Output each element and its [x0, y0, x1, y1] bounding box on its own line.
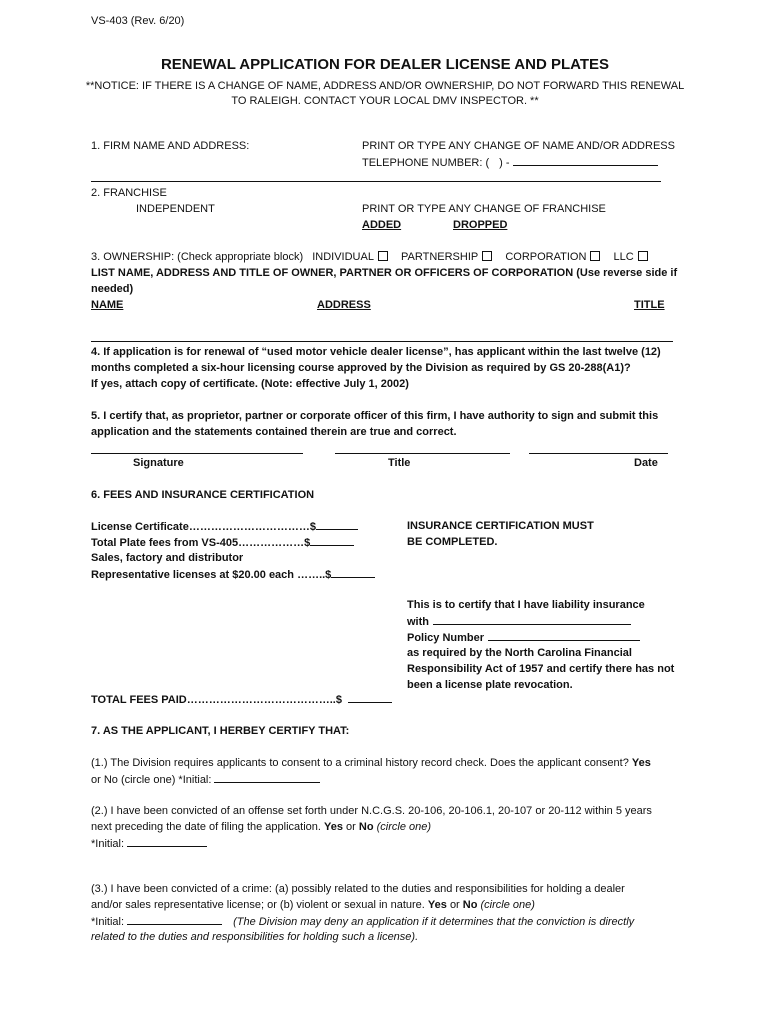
offense-yes[interactable]: Yes [324, 821, 343, 833]
owner-column-title: TITLE [634, 299, 665, 311]
notice-line-2: TO RALEIGH. CONTACT YOUR LOCAL DMV INSPECTOR. ** [231, 95, 539, 107]
plate-fees[interactable]: Total Plate fees from VS-405………………$ [91, 535, 354, 550]
partnership-checkbox[interactable] [482, 251, 492, 261]
insurance-cert-line-1: This is to certify that I have liability insurance [407, 599, 645, 611]
offense-initial[interactable]: *Initial: [91, 836, 207, 851]
sales-rep-fee[interactable]: Representative licenses at $20.00 each ……..$ [91, 567, 375, 582]
course-question-line-3: If yes, attach copy of certificate. (Note: effective July 1, 2002) [91, 378, 409, 390]
owner-column-address: ADDRESS [317, 299, 371, 311]
offense-question-line-1: (2.) I have been convicted of an offense set forth under N.C.G.S. 20-106, 20-106.1, 20-107 or 20-112 within 5 years [91, 805, 652, 817]
plate-fees-amount[interactable] [310, 535, 354, 546]
crime-question-line-1: (3.) I have been convicted of a crime: (a) possibly related to the duties and responsibilities for holding a dealer [91, 883, 625, 895]
llc-checkbox[interactable] [638, 251, 648, 261]
course-question-line-2: months completed a six-hour licensing course approved by the Division as required by GS 20-288(A1)? [91, 362, 631, 374]
fees-section-label: 6. FEES AND INSURANCE CERTIFICATION [91, 489, 315, 501]
consent-initial-line[interactable] [214, 772, 320, 783]
form-id: VS-403 (Rev. 6/20) [91, 15, 185, 27]
owner-column-name: NAME [91, 299, 124, 311]
crime-yes[interactable]: Yes [427, 899, 447, 911]
telephone-separator: ) - [499, 157, 510, 169]
individual-checkbox[interactable] [378, 251, 388, 261]
crime-initial[interactable]: *Initial: (The Division may deny an application if it determines that the conviction is directly [91, 916, 635, 928]
change-franchise-label: PRINT OR TYPE ANY CHANGE OF FRANCHISE [362, 203, 606, 215]
ownership-row [91, 250, 648, 264]
page-title: RENEWAL APPLICATION FOR DEALER LICENSE AND PLATES [160, 56, 610, 73]
insurance-with[interactable]: with [407, 614, 631, 629]
license-certificate-fee[interactable]: License Certificate……………………………$ [91, 519, 358, 534]
policy-number[interactable]: Policy Number [407, 630, 640, 645]
ownership-llc[interactable]: LLC [613, 251, 647, 263]
ownership-individual[interactable]: INDIVIDUAL [312, 251, 388, 263]
franchise-independent: INDEPENDENT [136, 203, 215, 215]
franchise-label: 2. FRANCHISE [91, 187, 167, 199]
crime-initial-line[interactable] [127, 914, 222, 925]
certify-authority-line-2: application and the statements contained therein are true and correct. [91, 426, 457, 438]
insurer-name-line[interactable] [433, 614, 631, 625]
license-certificate-amount[interactable] [316, 519, 358, 530]
signature-label: Signature [133, 457, 184, 469]
telephone-field[interactable] [362, 155, 658, 170]
consent-yes[interactable]: Yes [631, 757, 651, 769]
crime-note-line-2: related to the duties and responsibilities for holding such a license). [91, 931, 419, 943]
crime-question-line-2: and/or sales representative license; or (b) violent or sexual in nature. Yes or No (circle one) [91, 899, 535, 911]
franchise-dropped: DROPPED [453, 219, 508, 231]
telephone-label: TELEPHONE NUMBER: ( [362, 157, 490, 169]
consent-question-line-1: (1.) The Division requires applicants to consent to a criminal history record check. Does the applicant consent? Yes [91, 757, 651, 769]
ownership-label: 3. OWNERSHIP: (Check appropriate block) [91, 251, 304, 263]
ownership-corporation[interactable]: CORPORATION [505, 251, 600, 263]
insurance-must-line-1: INSURANCE CERTIFICATION MUST [407, 520, 594, 532]
owner-list-instruction-2: needed) [91, 283, 134, 295]
owner-entry-line[interactable] [91, 341, 673, 342]
change-name-label: PRINT OR TYPE ANY CHANGE OF NAME AND/OR ADDRESS [362, 140, 675, 152]
policy-number-line[interactable] [488, 630, 640, 641]
title-label: Title [388, 457, 411, 469]
ownership-partnership[interactable]: PARTNERSHIP [401, 251, 492, 263]
insurance-cert-line-4: Responsibility Act of 1957 and certify there has not [407, 663, 675, 675]
insurance-cert-line-5: been a license plate revocation. [407, 679, 573, 691]
crime-note-line-1: (The Division may deny an application if it determines that the conviction is directly [233, 916, 635, 928]
owner-list-instruction-1: LIST NAME, ADDRESS AND TITLE OF OWNER, PARTNER OR OFFICERS OF CORPORATION (Use reverse side if [91, 267, 678, 279]
corporation-checkbox[interactable] [590, 251, 600, 261]
date-line[interactable] [529, 453, 668, 454]
crime-no[interactable]: No [462, 899, 478, 911]
notice-line-1: **NOTICE: IF THERE IS A CHANGE OF NAME, ADDRESS AND/OR OWNERSHIP, DO NOT FORWARD THIS RENEWAL [85, 80, 685, 92]
date-label: Date [634, 457, 658, 469]
sales-rep-line-1: Sales, factory and distributor [91, 552, 244, 564]
certify-authority-line-1: 5. I certify that, as proprietor, partner or corporate officer of this firm, I have authority to sign and submit this [91, 410, 659, 422]
firm-name-label: 1. FIRM NAME AND ADDRESS: [91, 140, 250, 152]
course-question-line-1: 4. If application is for renewal of “used motor vehicle dealer license”, has applicant within the last twelve (12) [91, 346, 661, 358]
insurance-cert-line-3: as required by the North Carolina Financial [407, 647, 632, 659]
offense-question-line-2: next preceding the date of filing the application. Yes or No (circle one) [91, 821, 432, 833]
sales-rep-amount[interactable] [331, 567, 375, 578]
insurance-must-line-2: BE COMPLETED. [407, 536, 498, 548]
title-line[interactable] [335, 453, 510, 454]
applicant-certify-label: 7. AS THE APPLICANT, I HERBEY CERTIFY THAT: [91, 725, 350, 737]
franchise-added: ADDED [362, 219, 402, 231]
offense-initial-line[interactable] [127, 836, 207, 847]
telephone-number-line[interactable] [513, 155, 658, 166]
signature-line[interactable] [91, 453, 303, 454]
address-line[interactable] [91, 181, 661, 182]
offense-no[interactable]: No [358, 821, 374, 833]
total-fees[interactable]: TOTAL FEES PAID…………………………………..$ [91, 692, 392, 707]
consent-question-line-2[interactable]: or No (circle one) *Initial: [91, 772, 320, 787]
total-fees-amount[interactable] [348, 692, 392, 703]
